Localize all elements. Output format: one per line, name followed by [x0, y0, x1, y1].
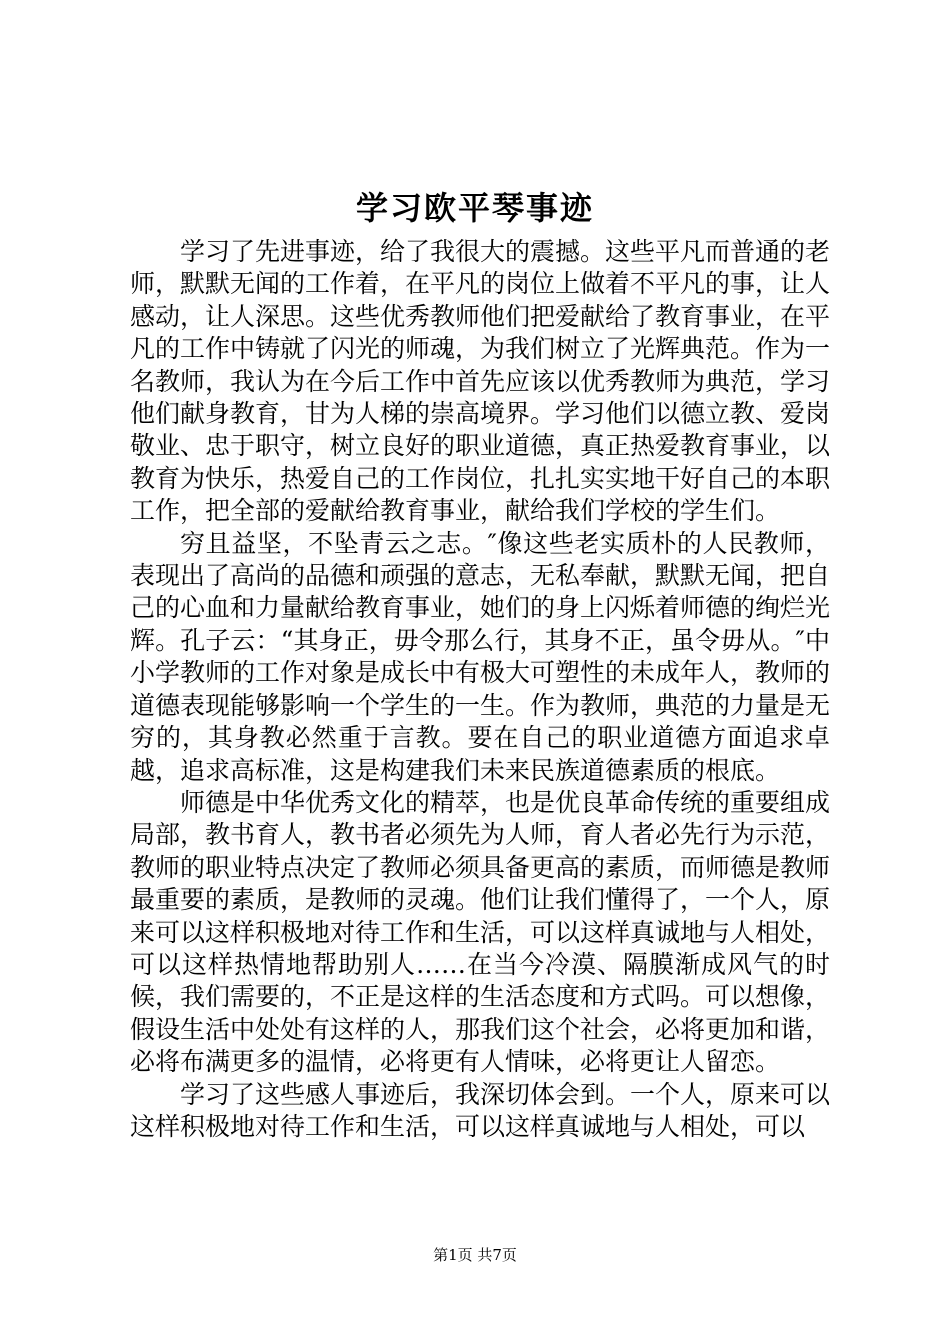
document-title: 学习欧平琴事迹	[355, 189, 594, 227]
paragraph: 学习了这些感人事迹后，我深切体会到。一个人，原来可以这样积极地对待工作和生活，可以这样真诚地与人相处，可以	[130, 1079, 831, 1141]
page-number-footer: 第1页 共7页	[433, 1246, 517, 1264]
paragraph: 师德是中华优秀文化的精萃，也是优良革命传统的重要组成局部，教书育人，教书者必须先为人师，育人者必先行为示范，教师的职业特点决定了教师必须具备更高的素质，而师德是教师最重要的素质，是教师的灵魂。他们让我们懂得了，一个人，原来可以这样积极地对待工作和生活，可以这样真诚地与人相处，可以这样热情地帮助别人……在当今冷漠、隔膜渐成风气的时候，我们需要的，不正是这样的生活态度和方式吗。可以想像，假设生活中处处有这样的人，那我们这个社会，必将更加和谐，必将布满更多的温情，必将更有人情味，必将更让人留恋。	[130, 787, 831, 1077]
paragraph: 学习了先进事迹，给了我很大的震撼。这些平凡而普通的老师，默默无闻的工作着，在平凡的岗位上做着不平凡的事，让人感动，让人深思。这些优秀教师他们把爱献给了教育事业，在平凡的工作中铸就了闪光的师魂，为我们树立了光辉典范。作为一名教师，我认为在今后工作中首先应该以优秀教师为典范，学习他们献身教育，甘为人梯的崇高境界。学习他们以德立教、爱岗敬业、忠于职守，树立良好的职业道德，真正热爱教育事业，以教育为快乐，热爱自己的工作岗位，扎扎实实地干好自己的本职工作，把全部的爱献给教育事业，献给我们学校的学生们。	[130, 237, 831, 526]
document-body	[130, 236, 830, 1143]
paragraph: 穷且益坚，不坠青云之志。″像这些老实质朴的人民教师，表现出了高尚的品德和顽强的意志，无私奉献，默默无闻，把自己的心血和力量献给教育事业，她们的身上闪烁着师德的绚烂光辉。孔子云：“其身正，毋令那么行，其身不正，虽令毋从。″中小学教师的工作对象是成长中有极大可塑性的未成年人，教师的道德表现能够影响一个学生的一生。作为教师，典范的力量是无穷的，其身教必然重于言教。要在自己的职业道德方面追求卓越，追求高标准，这是构建我们未来民族道德素质的根底。	[130, 528, 831, 785]
